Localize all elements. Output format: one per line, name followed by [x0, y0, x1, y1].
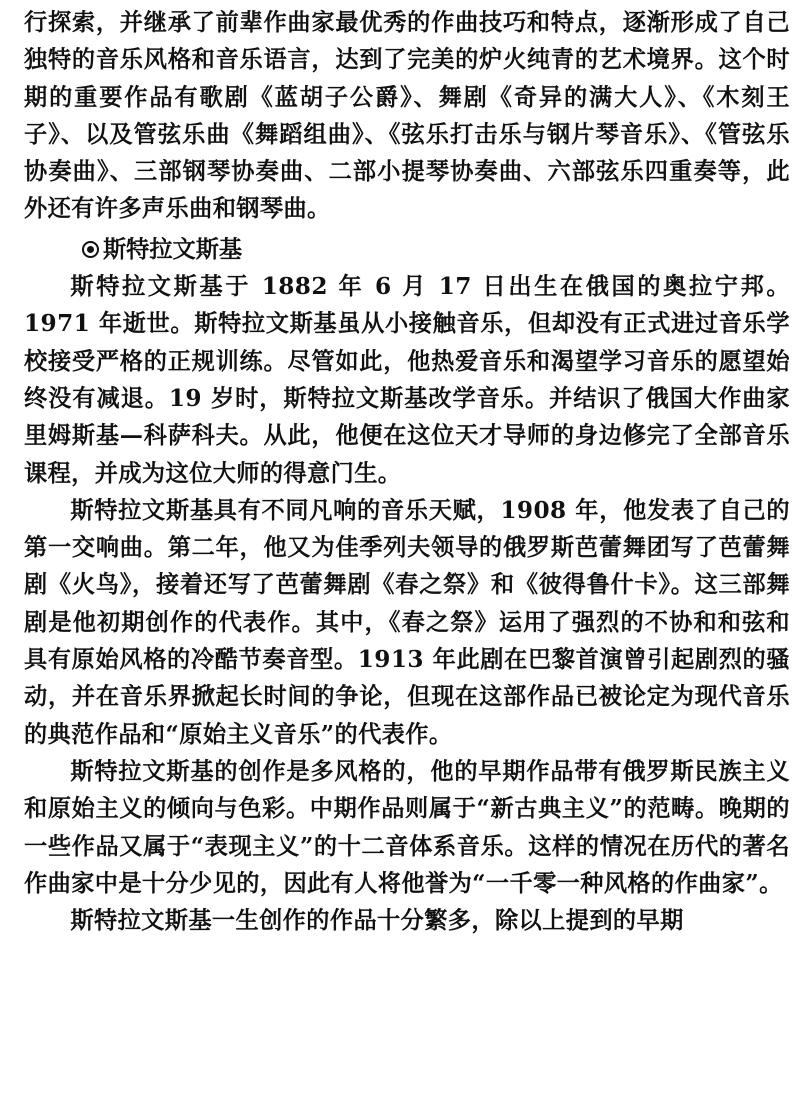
- circled-dot-icon: [82, 241, 99, 258]
- paragraph-styles: 斯特拉文斯基的创作是多风格的，他的早期作品带有俄罗斯民族主义和原始主义的倾向与色彩。中期作品则属于“新古典主义”的范畴。晚期的一些作品又属于“表现主义”的十二音体系音乐。这样的情况在历代的著名作曲家中是十分少见的，因此有人将他誉为“一千零一种风格的作曲家”。: [24, 757, 790, 897]
- paragraph-early-works: 斯特拉文斯基具有不同凡响的音乐天赋，1908 年，他发表了自己的第一交响曲。第二年，他又为佳季列夫领导的俄罗斯芭蕾舞团写了芭蕾舞剧《火鸟》，接着还写了芭蕾舞剧《春之祭》和《彼得鲁什卡》。这三部舞剧是他初期创作的代表作。其中，《春之祭》运用了强烈的不协和和弦和具有原始风格的冷酷节奏音型。1913 年此剧在巴黎首演曾引起剧烈的骚动，并在音乐界掀起长时间的争论，但现在这部作品已被论定为现代音乐的典范作品和“原始主义音乐”的代表作。: [24, 496, 790, 748]
- document-page: [24, 4, 790, 939]
- section-heading: [24, 231, 790, 268]
- paragraph-biography: 斯特拉文斯基于 1882 年 6 月 17 日出生在俄国的奥拉宁邦。1971 年逝世。斯特拉文斯基虽从小接触音乐，但却没有正式进过音乐学校接受严格的正规训练。尽管如此，他热爱音乐和渴望学习音乐的愿望始终没有减退。19 岁时，斯特拉文斯基改学音乐。并结识了俄国大作曲家里姆斯基—科萨科夫。从此，他便在这位天才导师的身边修完了全部音乐课程，并成为这位大师的得意门生。: [24, 273, 790, 487]
- paragraph-continuation: 斯特拉文斯基一生创作的作品十分繁多，除以上提到的早期: [70, 907, 684, 935]
- paragraph-intro: 行探索，并继承了前辈作曲家最优秀的作曲技巧和特点，逐渐形成了自己独特的音乐风格和音乐语言，达到了完美的炉火纯青的艺术境界。这个时期的重要作品有歌剧《蓝胡子公爵》、舞剧《奇异的满大人》、《木刻王子》、以及管弦乐曲《舞蹈组曲》、《弦乐打击乐与钢片琴音乐》、《管弦乐协奏曲》、三部钢琴协奏曲、二部小提琴协奏曲、六部弦乐四重奏等，此外还有许多声乐曲和钢琴曲。: [24, 9, 790, 223]
- section-heading-text: 斯特拉文斯基: [103, 235, 243, 263]
